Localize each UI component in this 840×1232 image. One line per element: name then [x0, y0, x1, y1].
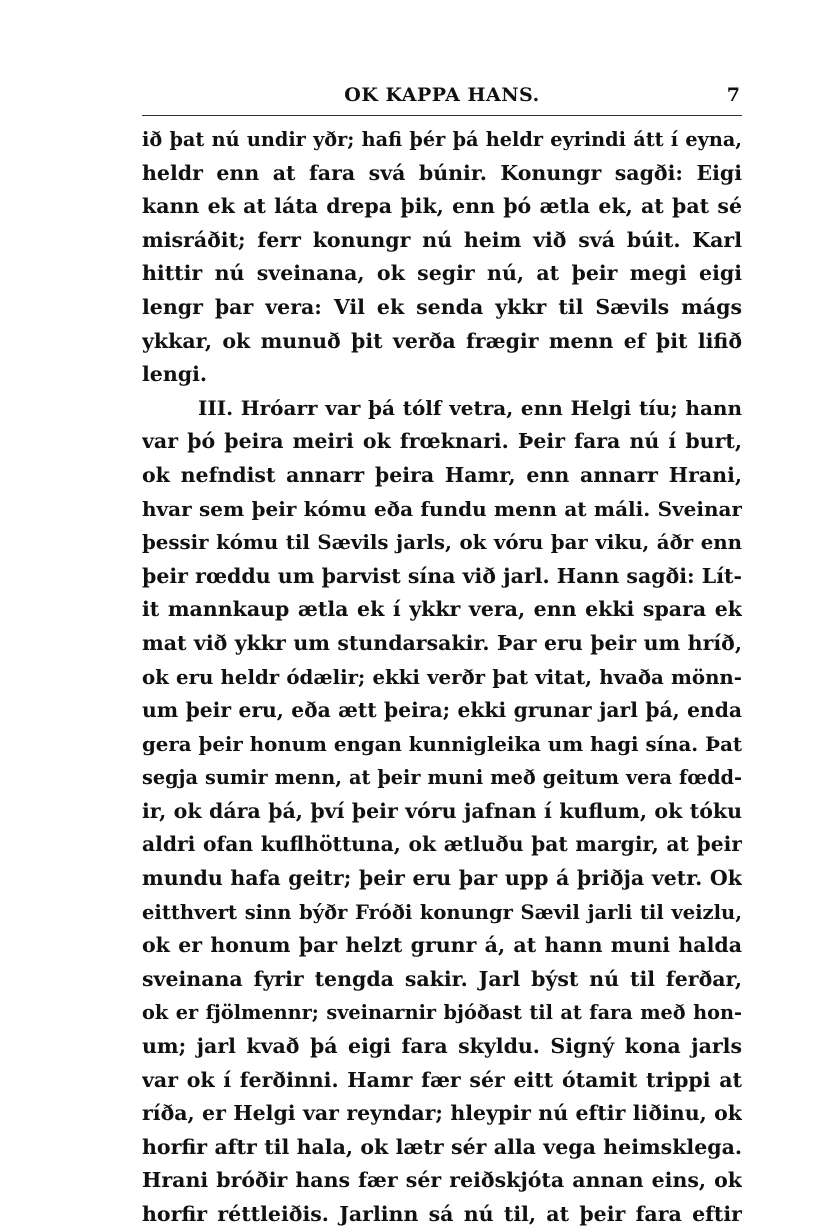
- text-line: aldri ofan kuflhöttuna, ok ætluðu þat margir, at þeir: [142, 832, 742, 857]
- text-line: misráðit; ferr konungr nú heim við svá búit. Karl: [142, 227, 742, 252]
- text-line: sveinana fyrir tengda sakir. Jarl býst nú til ferðar,: [142, 966, 742, 991]
- text-line: lengr þar vera: Vil ek senda ykkr til Sævils mágs: [142, 294, 742, 319]
- running-title: OK KAPPA HANS.: [344, 84, 540, 106]
- text-line: mundu hafa geitr; þeir eru þar upp á þriðja vetr. Ok: [142, 866, 742, 891]
- text-line: lengi.: [142, 362, 207, 387]
- header-rule: [142, 115, 742, 116]
- page-header: [142, 84, 742, 114]
- text-line: var þó þeira meiri ok frœknari. Þeir fara nú í burt,: [142, 429, 742, 454]
- text-line: horfir réttleiðis. Jarlinn sá nú til, at þeir fara eftir: [142, 1202, 742, 1226]
- text-line: heldr enn at fara svá búnir. Konungr sagði: Eigi: [142, 160, 742, 185]
- text-line: segja sumir menn, at þeir muni með geitum vera fœdd-: [142, 766, 742, 790]
- text-line: um; jarl kvað þá eigi fara skyldu. Signý kona jarls: [142, 1034, 742, 1059]
- page-number: 7: [726, 84, 740, 106]
- text-line: ok er honum þar helzt grunr á, at hann muni halda: [142, 933, 742, 958]
- text-line: eitthvert sinn býðr Fróði konungr Sævil jarli til veizlu,: [142, 900, 742, 924]
- text-line: gera þeir honum engan kunnigleika um hagi sína. Þat: [142, 731, 742, 756]
- text-line: hittir nú sveinana, ok segir nú, at þeir megi eigi: [142, 261, 742, 286]
- text-line: Hrani bróðir hans fær sér reiðskjóta annan eins, ok: [142, 1168, 742, 1193]
- text-line: hvar sem þeir kómu eða fundu menn at máli. Sveinar: [142, 496, 742, 521]
- text-line: ok er fjölmennr; sveinarnir bjóðast til at fara með hon-: [142, 1001, 742, 1025]
- body-text: [142, 123, 742, 1232]
- text-line: um þeir eru, eða ætt þeira; ekki grunar jarl þá, enda: [142, 698, 742, 723]
- text-line: ir, ok dára þá, því þeir vóru jafnan í kuflum, ok tóku: [142, 798, 742, 823]
- text-line: ríða, er Helgi var reyndar; hleypir nú eftir liðinu, ok: [142, 1101, 742, 1126]
- text-line: mat við ykkr um stundarsakir. Þar eru þeir um hríð,: [142, 630, 742, 655]
- text-line: þessir kómu til Sævils jarls, ok vóru þar viku, áðr enn: [142, 530, 742, 555]
- text-line: ið þat nú undir yðr; hafi þér þá heldr eyrindi átt í eyna,: [142, 128, 742, 151]
- text-line: kann ek at láta drepa þik, enn þó ætla ek, at þat sé: [142, 194, 742, 219]
- text-line: it mannkaup ætla ek í ykkr vera, enn ekki spara ek: [142, 597, 742, 622]
- text-line: var ok í ferðinni. Hamr fær sér eitt ótamit trippi at: [142, 1067, 742, 1092]
- text-line: ok nefndist annarr þeira Hamr, enn annarr Hrani,: [142, 462, 742, 487]
- text-line: horfir aftr til hala, ok lætr sér alla vega heimsklega.: [142, 1134, 742, 1159]
- chapter-opening-line: III. Hróarr var þá tólf vetra, enn Helgi tíu; hann: [198, 395, 742, 420]
- text-line: þeir rœddu um þarvist sína við jarl. Hann sagði: Lít-: [142, 563, 742, 588]
- text-line: ok eru heldr ódælir; ekki verðr þat vitat, hvaða mönn-: [142, 664, 742, 689]
- text-line: ykkar, ok munuð þit verða frægir menn ef þit lifið: [142, 328, 742, 353]
